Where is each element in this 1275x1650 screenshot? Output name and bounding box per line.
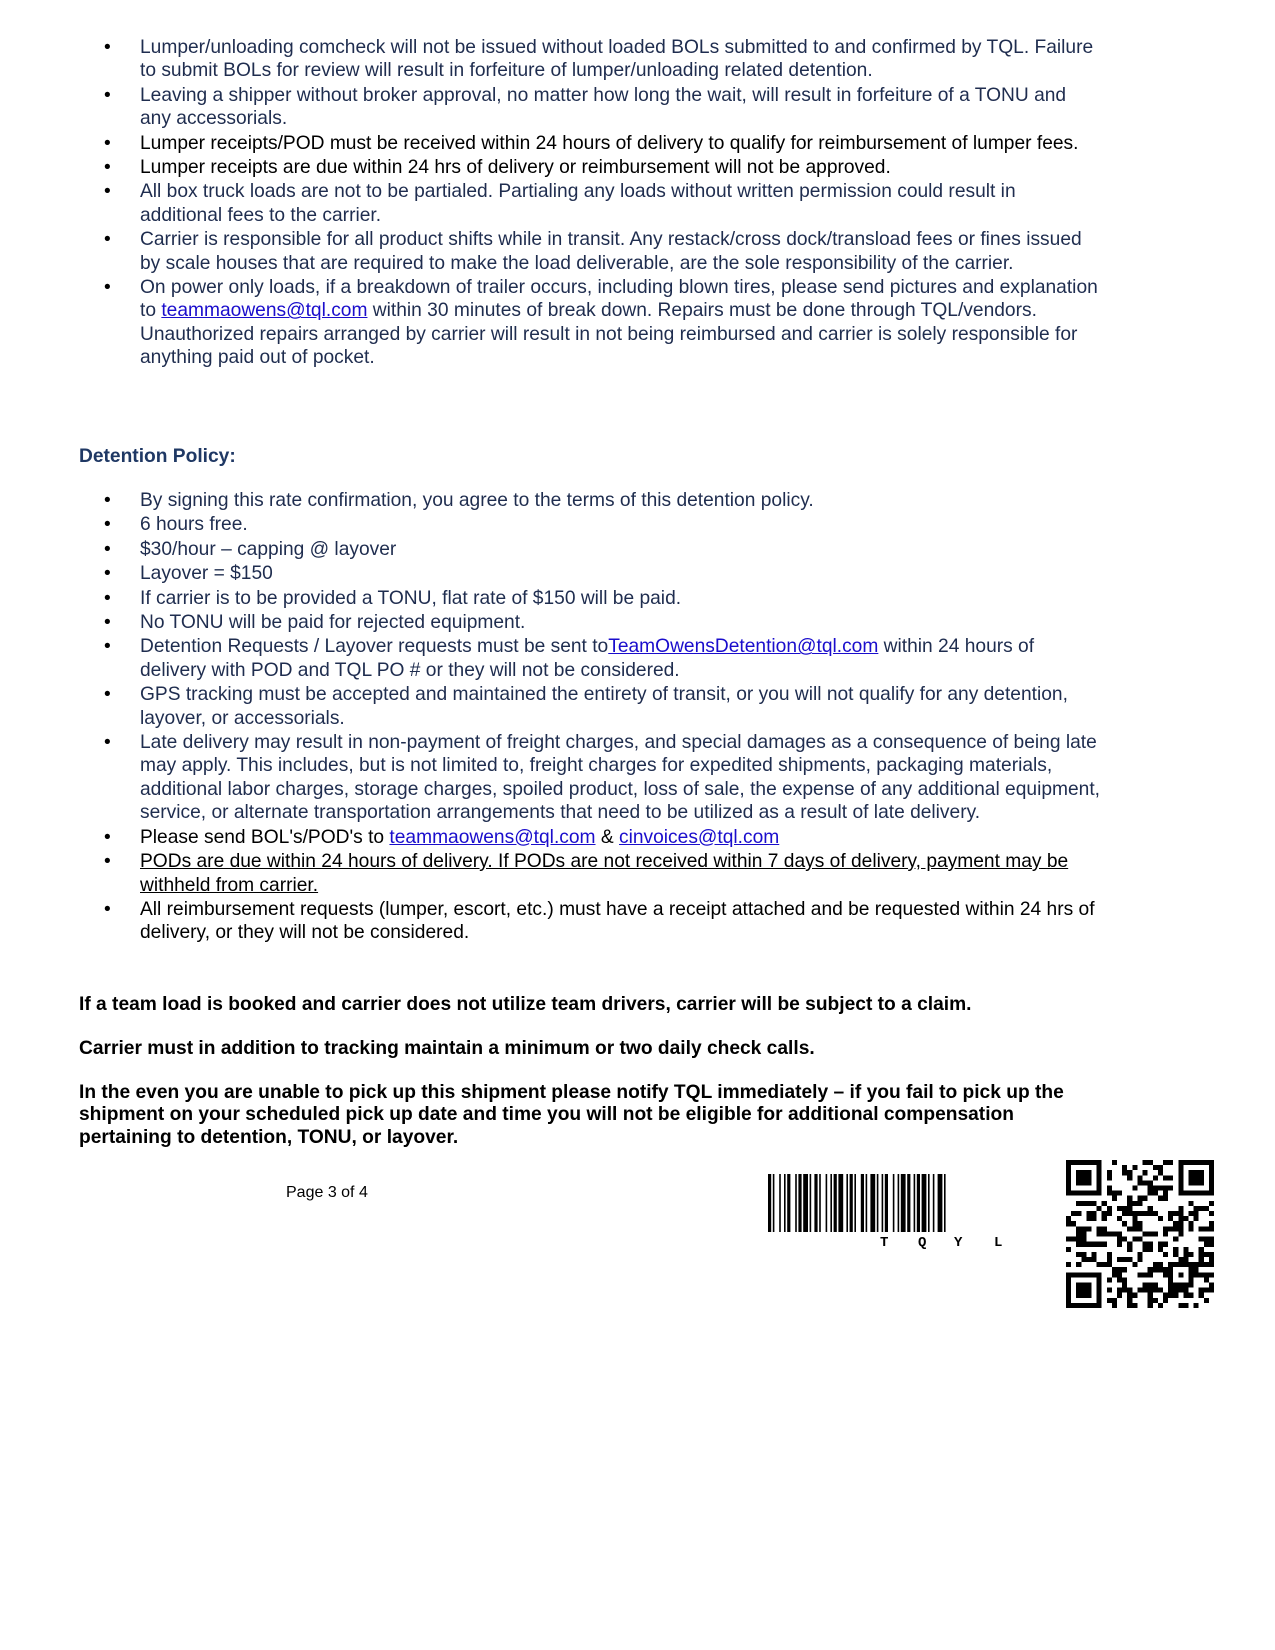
- email-link-cinvoices[interactable]: cinvoices@tql.com: [619, 826, 780, 848]
- bullet: •: [104, 538, 111, 560]
- bullet: •: [104, 563, 111, 585]
- bullet: •: [104, 181, 111, 203]
- list-item: [0, 489, 1100, 512]
- list-item: [0, 898, 1100, 945]
- list-item: [0, 587, 1100, 610]
- list-item: [0, 635, 1100, 682]
- list-item-text: Carrier is responsible for all product shifts while in transit. Any restack/cross dock/transload fees or fines issued by scale houses that are required to make the load deliverable, are the sole responsibility of the carrier.: [140, 229, 1082, 274]
- list-item: [0, 611, 1100, 634]
- list-item-text: By signing this rate confirmation, you agree to the terms of this detention policy.: [140, 490, 814, 511]
- list-item-text: On power only loads, if a breakdown of trailer occurs, including blown tires, please send pictures and explanation to: [140, 277, 1098, 322]
- list-item: [0, 84, 1100, 131]
- bullet: •: [104, 229, 111, 251]
- list-item: [0, 562, 1100, 585]
- bullet: •: [104, 37, 111, 58]
- list-item: [0, 513, 1100, 536]
- list-item-text: within 30 minutes of break down. Repairs must be done through TQL/vendors. Unauthorized repairs arranged by carrier will result in not being reimbursed and carrier is solely responsible for anything paid out of pocket.: [140, 300, 1078, 369]
- list-item: [0, 276, 1100, 370]
- carrier-terms-list: [0, 36, 1100, 371]
- list-item-text: Leaving a shipper without broker approval, no matter how long the wait, will result in forfeiture of a TONU and any accessorials.: [140, 84, 1067, 130]
- email-link-detention[interactable]: TeamOwensDetention@tql.com: [608, 636, 879, 658]
- list-item-text: All reimbursement requests (lumper, escort, etc.) must have a receipt attached and be requested within 24 hrs of delivery, or they will not be considered.: [140, 898, 1095, 944]
- list-item: [0, 538, 1100, 561]
- pickup-notice: In the even you are unable to pick up this shipment please notify TQL immediately – if you fail to pick up the shipment on your scheduled pick up date and time you will not be eligible for additional compensation pertaining to detention, TONU, or layover.: [79, 1082, 1064, 1148]
- barcode-char: T: [880, 1235, 889, 1251]
- list-item-text: Late delivery may result in non-payment of freight charges, and special damages as a consequence of being late may apply. This includes, but is not limited to, freight charges for expedited shipments, packaging materials, additional labor charges, storage charges, spoiled product, loss of sale, the expense of any additional equipment, service, or alternate transportation arrangements that need to be utilized as a result of late delivery.: [140, 732, 1100, 824]
- list-item: [0, 826, 1100, 849]
- list-item-text: within 24 hours of delivery with POD and TQL PO # or they will not be considered.: [140, 636, 1035, 681]
- bullet: •: [104, 898, 111, 920]
- list-item: [0, 180, 1100, 227]
- bullet: •: [104, 684, 111, 706]
- detention-policy-heading: Detention Policy:: [79, 446, 236, 467]
- bullet: •: [104, 732, 111, 754]
- list-item-text: Lumper receipts are due within 24 hrs of delivery or reimbursement will not be approved.: [140, 157, 891, 179]
- bullet: •: [104, 826, 111, 848]
- list-item: [0, 36, 1100, 83]
- bullet: •: [104, 514, 111, 536]
- list-item-text: If carrier is to be provided a TONU, flat rate of $150 will be paid.: [140, 587, 682, 609]
- barcode: [768, 1174, 1052, 1232]
- list-item-text: GPS tracking must be accepted and maintained the entirety of transit, or you will not qualify for any detention, layover, or accessorials.: [140, 684, 1068, 729]
- list-item-text: All box truck loads are not to be partialed. Partialing any loads without written permission could result in additional fees to the carrier.: [140, 181, 1016, 226]
- page-number: Page 3 of 4: [286, 1184, 368, 1201]
- bullet: •: [104, 84, 111, 106]
- list-item: [0, 731, 1100, 825]
- list-item: [0, 132, 1100, 155]
- check-calls-notice: Carrier must in addition to tracking maintain a minimum or two daily check calls.: [79, 1038, 815, 1059]
- list-item-text: No TONU will be paid for rejected equipment.: [140, 612, 526, 634]
- list-item: [0, 156, 1100, 179]
- detention-policy-list: [0, 489, 1100, 946]
- email-link-teammaowens[interactable]: teammaowens@tql.com: [389, 826, 596, 848]
- list-item-text: $30/hour – capping @ layover: [140, 538, 397, 560]
- list-item: [0, 683, 1100, 730]
- barcode-char: Y: [954, 1235, 963, 1251]
- list-item-text: Lumper receipts/POD must be received within 24 hours of delivery to qualify for reimbursement of lumper fees.: [140, 132, 1079, 154]
- list-item: [0, 850, 1100, 897]
- list-item-text: Please send BOL's/POD's to: [140, 826, 390, 848]
- barcode-char: Q: [918, 1235, 927, 1251]
- bullet: •: [104, 636, 111, 658]
- list-item-text: &: [595, 826, 619, 848]
- barcode-char: L: [994, 1235, 1003, 1251]
- bullet: •: [104, 277, 111, 299]
- bullet: •: [104, 612, 111, 634]
- bullet: •: [104, 132, 111, 154]
- bullet: •: [104, 157, 111, 179]
- list-item-text: 6 hours free.: [140, 514, 248, 536]
- bullet: •: [104, 490, 111, 511]
- list-item-text: PODs are due within 24 hours of delivery. If PODs are not received within 7 days of delivery, payment may be withheld from carrier.: [140, 851, 1069, 896]
- email-link-teammaowens[interactable]: teammaowens@tql.com: [161, 300, 368, 322]
- qr-code: [1066, 1160, 1214, 1308]
- list-item-text: Detention Requests / Layover requests must be sent to: [140, 636, 609, 658]
- list-item: [0, 228, 1100, 275]
- bullet: •: [104, 587, 111, 609]
- bullet: •: [104, 851, 111, 873]
- list-item-text: Lumper/unloading comcheck will not be issued without loaded BOLs submitted to and confirmed by TQL. Failure to submit BOLs for review will result in forfeiture of lumper/unloading related detention.: [140, 37, 1094, 82]
- team-load-notice: If a team load is booked and carrier does not utilize team drivers, carrier will be subject to a claim.: [79, 994, 972, 1015]
- list-item-text: Layover = $150: [140, 563, 273, 585]
